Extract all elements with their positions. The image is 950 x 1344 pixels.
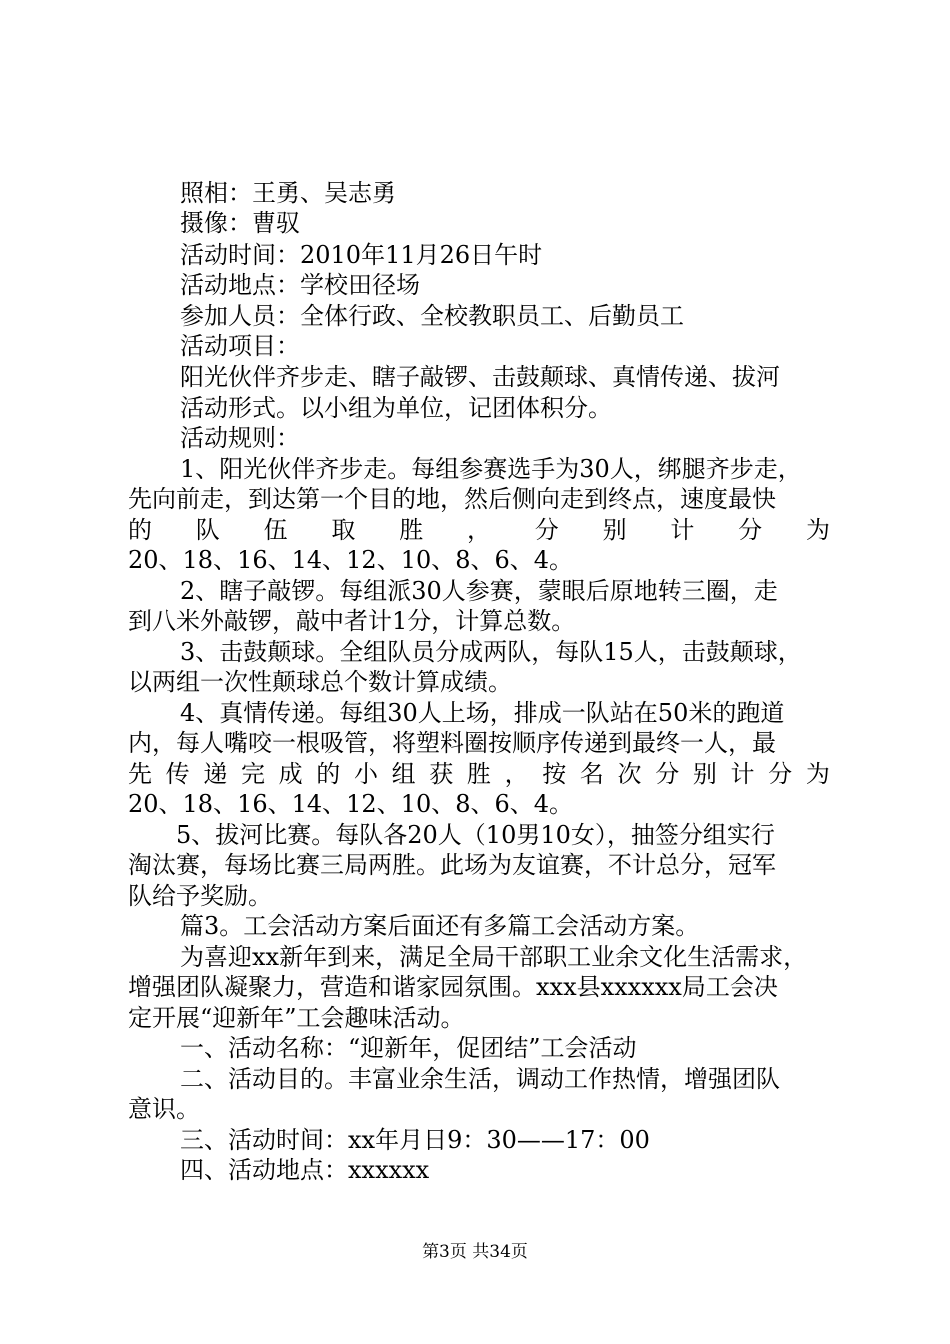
justified-char: 递 xyxy=(203,760,228,788)
text-line: 4、真情传递。每组30人上场，排成一队站在50米的跑道 xyxy=(180,699,785,727)
text-line: 以两组一次性颠球总个数计算成绩。 xyxy=(128,668,512,696)
text-line: 活动规则： xyxy=(180,424,300,452)
text-line: 增强团队凝聚力，营造和谐家园氛围。xxx县xxxxxx局工会决 xyxy=(128,973,778,1001)
text-line: 二、活动目的。丰富业余生活，调动工作热情，增强团队 xyxy=(180,1065,780,1093)
text-line: 活动地点：学校田径场 xyxy=(180,271,420,299)
text-line: 照相：王勇、吴志勇 xyxy=(180,179,396,207)
justified-char: 分 xyxy=(655,760,680,788)
text-line: 2、瞎子敲锣。每组派30人参赛，蒙眼后原地转三圈，走 xyxy=(180,577,778,605)
text-line: 淘汰赛，每场比赛三局两胜。此场为友谊赛，不计总分，冠军 xyxy=(128,851,776,879)
text-line: 5、拔河比赛。每队各20人（10男10女），抽签分组实行 xyxy=(176,821,775,849)
justified-char: 胜 xyxy=(399,516,424,544)
justified-char: ， xyxy=(504,760,529,788)
text-line: 意识。 xyxy=(128,1095,200,1123)
justified-char: 计 xyxy=(730,760,755,788)
text-line: 为喜迎xx新年到来，满足全局干部职工业余文化生活需求， xyxy=(180,943,808,971)
text-line: 活动形式。以小组为单位，记团体积分。 xyxy=(180,394,612,422)
justified-char: 的 xyxy=(316,760,341,788)
justified-char: 先 xyxy=(128,760,152,788)
justified-char: ， xyxy=(466,516,491,544)
text-line: 篇3。工会活动方案后面还有多篇工会活动方案。 xyxy=(180,912,700,940)
text-line: 内，每人嘴咬一根吸管，将塑料圈按顺序传递到最终一人，最 xyxy=(128,729,776,757)
text-line: 三、活动时间：xx年月日9：30——17：00 xyxy=(180,1126,650,1154)
justified-char: 次 xyxy=(617,760,642,788)
justified-char: 为 xyxy=(805,760,830,788)
text-line: 20、18、16、14、12、10、8、6、4。 xyxy=(128,790,574,818)
text-line: 到八米外敲锣，敲中者计1分，计算总数。 xyxy=(128,607,576,635)
text-line: 定开展“迎新年”工会趣味活动。 xyxy=(128,1004,465,1032)
text-line: 一、活动名称：“迎新年，促团结”工会活动 xyxy=(180,1034,637,1062)
justified-char: 名 xyxy=(579,760,604,788)
justified-char: 成 xyxy=(278,760,303,788)
justified-char: 胜 xyxy=(466,760,491,788)
justified-char: 传 xyxy=(165,760,190,788)
justified-line xyxy=(128,757,830,791)
text-line: 20、18、16、14、12、10、8、6、4。 xyxy=(128,546,574,574)
justified-char: 按 xyxy=(542,760,567,788)
text-line: 参加人员：全体行政、全校教职员工、后勤员工 xyxy=(180,302,684,330)
text-line: 3、击鼓颠球。全组队员分成两队，每队15人，击鼓颠球， xyxy=(180,638,802,666)
justified-char: 获 xyxy=(429,760,454,788)
text-line: 活动时间：2010年11月26日午时 xyxy=(180,241,543,269)
text-line: 阳光伙伴齐步走、瞎子敲锣、击鼓颠球、真情传递、拔河 xyxy=(180,363,780,391)
text-line: 先向前走，到达第一个目的地，然后侧向走到终点，速度最快 xyxy=(128,485,776,513)
justified-char: 分 xyxy=(738,516,763,544)
justified-line xyxy=(128,513,830,547)
justified-char: 伍 xyxy=(263,516,288,544)
text-line: 1、阳光伙伴齐步走。每组参赛选手为30人，绑腿齐步走， xyxy=(180,455,802,483)
justified-char: 别 xyxy=(692,760,717,788)
text-line: 队给予奖励。 xyxy=(128,882,272,910)
text-line: 四、活动地点：xxxxxx xyxy=(180,1156,430,1184)
justified-char: 分 xyxy=(534,516,559,544)
page-footer: 第3页 共34页 xyxy=(422,1242,528,1262)
justified-char: 别 xyxy=(602,516,627,544)
justified-char: 的 xyxy=(128,516,152,544)
justified-char: 组 xyxy=(391,760,416,788)
justified-char: 完 xyxy=(240,760,265,788)
justified-char: 为 xyxy=(805,516,830,544)
text-line: 活动项目： xyxy=(180,332,300,360)
justified-char: 小 xyxy=(353,760,378,788)
justified-char: 队 xyxy=(195,516,220,544)
text-line: 摄像：曹驭 xyxy=(180,209,300,237)
justified-char: 计 xyxy=(670,516,695,544)
justified-char: 分 xyxy=(768,760,793,788)
justified-char: 取 xyxy=(331,516,356,544)
